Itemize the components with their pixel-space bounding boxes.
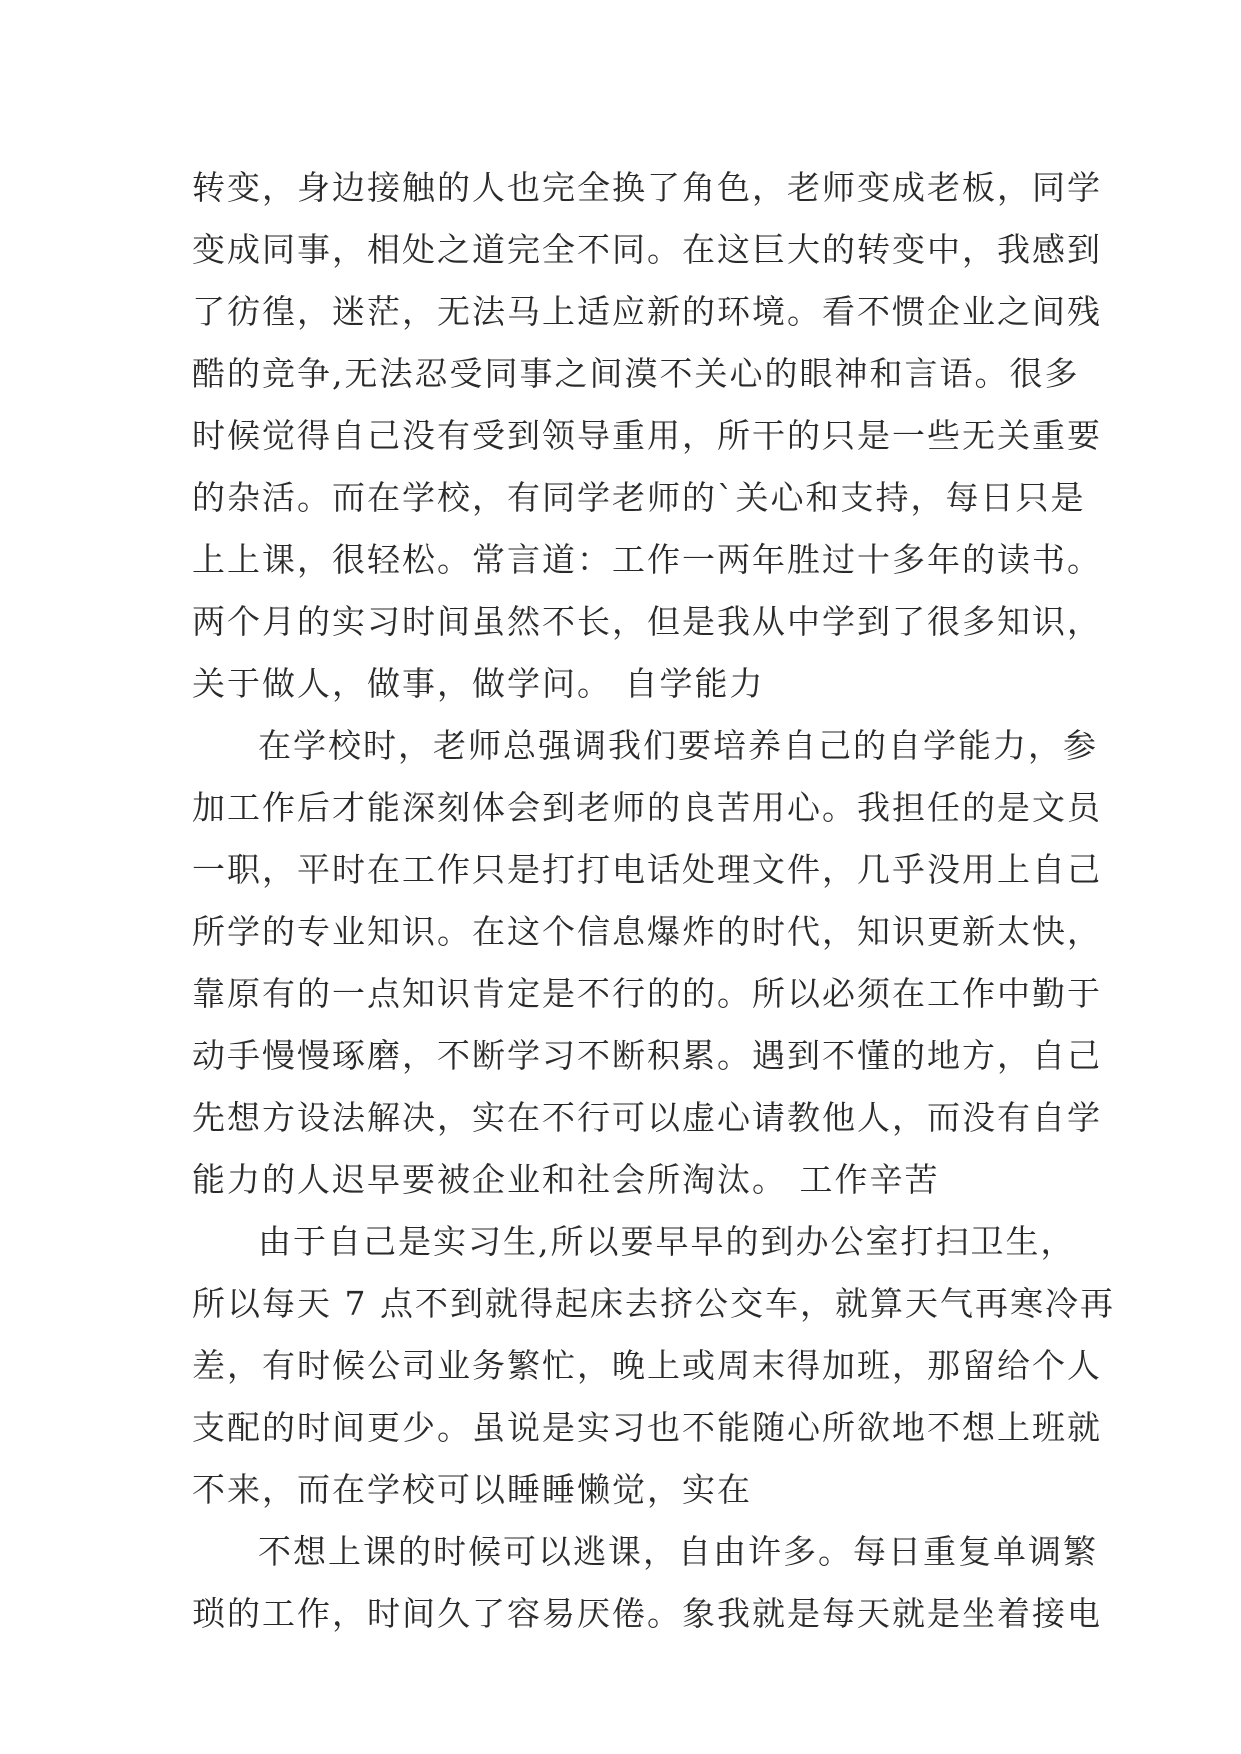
text-line: 时候觉得自己没有受到领导重用，所干的只是一些无关重要 <box>192 416 1102 455</box>
text-line: 上上课，很轻松。常言道：工作一两年胜过十多年的读书。 <box>192 540 1102 579</box>
text-line: 所学的专业知识。在这个信息爆炸的时代，知识更新太快， <box>192 912 1102 951</box>
text-line: 的杂活。而在学校，有同学老师的`关心和支持，每日只是 <box>192 478 1086 517</box>
text-line: 两个月的实习时间虽然不长，但是我从中学到了很多知识， <box>192 602 1102 641</box>
text-line-paragraph-start: 在学校时，老师总强调我们要培养自己的自学能力，参 <box>258 726 1098 765</box>
text-line: 先想方设法解决，实在不行可以虚心请教他人，而没有自学 <box>192 1098 1102 1137</box>
text-line: 支配的时间更少。虽说是实习也不能随心所欲地不想上班就 <box>192 1408 1102 1447</box>
text-line: 变成同事，相处之道完全不同。在这巨大的转变中，我感到 <box>192 230 1102 269</box>
text-line: 琐的工作，时间久了容易厌倦。象我就是每天就是坐着接电 <box>192 1594 1102 1633</box>
text-line: 所以每天 7 点不到就得起床去挤公交车，就算天气再寒冷再 <box>192 1284 1115 1323</box>
text-line-paragraph-start: 由于自己是实习生,所以要早早的到办公室打扫卫生， <box>258 1222 1076 1261</box>
body-text <box>192 157 1115 1645</box>
text-line-paragraph-start: 不想上课的时候可以逃课，自由许多。每日重复单调繁 <box>258 1532 1098 1571</box>
text-line: 转变，身边接触的人也完全换了角色，老师变成老板，同学 <box>192 168 1102 207</box>
text-line: 一职，平时在工作只是打打电话处理文件，几乎没用上自己 <box>192 850 1102 889</box>
text-line-section-heading: 能力的人迟早要被企业和社会所淘汰。 工作辛苦 <box>192 1160 940 1199</box>
text-line: 酷的竞争,无法忍受同事之间漠不关心的眼神和言语。很多 <box>192 354 1080 393</box>
text-line: 了彷徨，迷茫，无法马上适应新的环境。看不惯企业之间残 <box>192 292 1102 331</box>
text-line: 动手慢慢琢磨，不断学习不断积累。遇到不懂的地方，自己 <box>192 1036 1102 1075</box>
text-line: 不来，而在学校可以睡睡懒觉，实在 <box>192 1470 752 1509</box>
text-line-section-heading: 关于做人，做事，做学问。 自学能力 <box>192 664 765 703</box>
text-line: 差，有时候公司业务繁忙，晚上或周末得加班，那留给个人 <box>192 1346 1102 1385</box>
text-line: 加工作后才能深刻体会到老师的良苦用心。我担任的是文员 <box>192 788 1102 827</box>
text-line: 靠原有的一点知识肯定是不行的的。所以必须在工作中勤于 <box>192 974 1102 1013</box>
